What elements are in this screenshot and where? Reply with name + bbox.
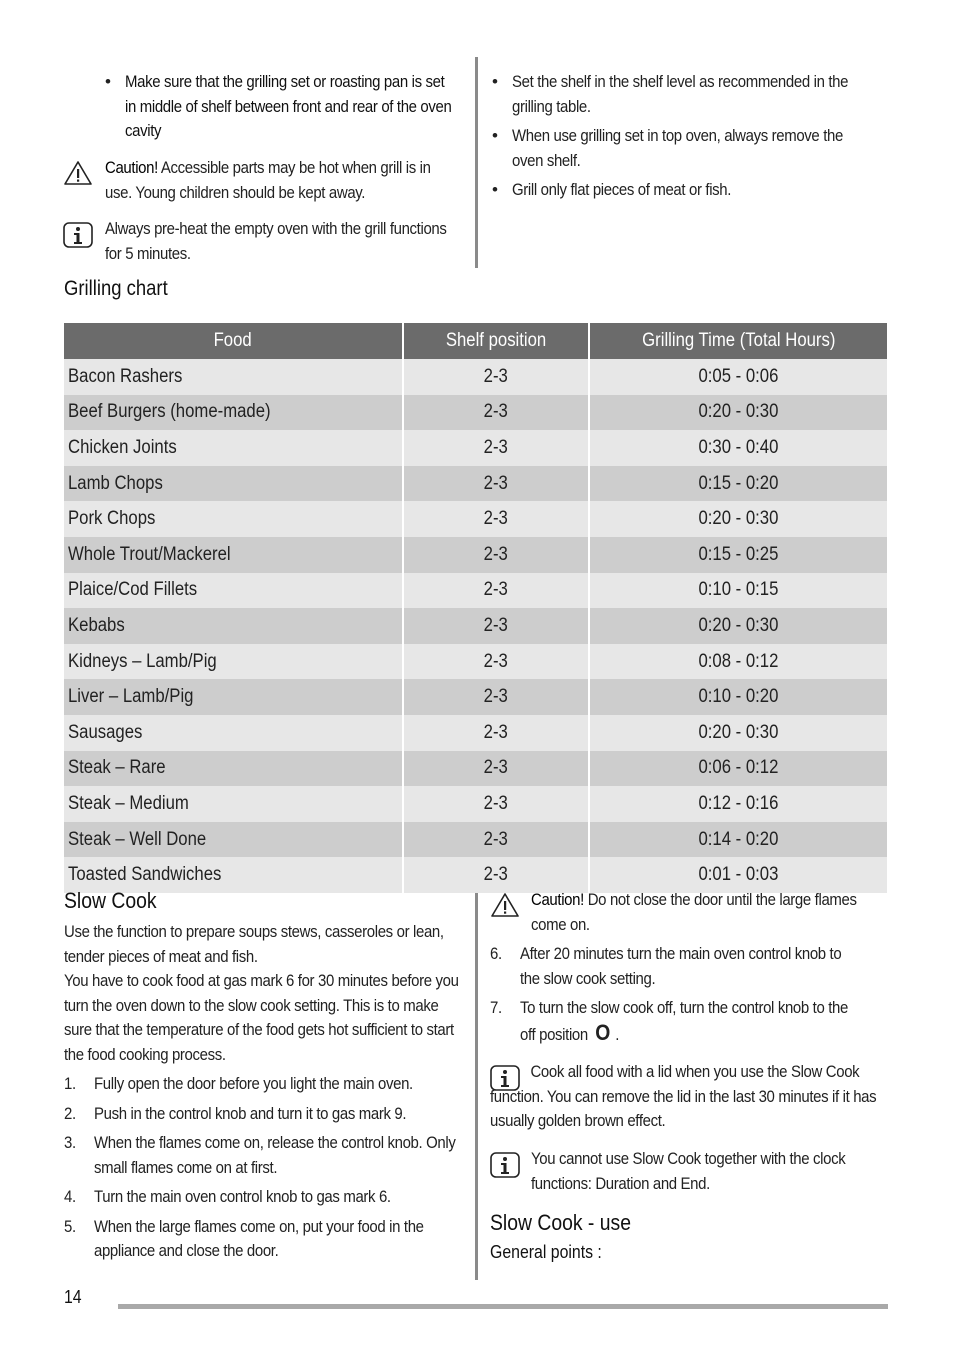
food-cell: Sausages bbox=[64, 715, 404, 751]
step-number: 5. bbox=[64, 1216, 76, 1236]
grilling-time-cell: 0:15 - 0:25 bbox=[590, 537, 887, 573]
shelf-position-cell: 2-3 bbox=[404, 573, 590, 609]
slow-cook-para1: Use the function to prepare soups stews, casseroles or lean, tender pieces of meat and fish. bbox=[64, 922, 444, 966]
shelf-position-cell: 2-3 bbox=[404, 430, 590, 466]
lid-note: Cook all food with a lid when you use the Slow Cook function. You can remove the lid in the last 30 minutes if it has usually golden brown effect. bbox=[490, 1062, 877, 1130]
table-row bbox=[64, 395, 887, 431]
grilling-table bbox=[64, 323, 887, 893]
top-left-bullet bbox=[105, 70, 500, 144]
header-food: Food bbox=[64, 323, 404, 359]
shelf-position-cell: 2-3 bbox=[404, 395, 590, 431]
shelf-position-cell: 2-3 bbox=[404, 715, 590, 751]
table-row bbox=[64, 679, 887, 715]
caution-text: Do not close the door until the large flames come on. bbox=[531, 890, 857, 934]
food-cell: Plaice/Cod Fillets bbox=[64, 573, 404, 609]
table-row bbox=[64, 501, 887, 537]
food-cell: Steak – Medium bbox=[64, 786, 404, 822]
table-header-row bbox=[64, 323, 887, 359]
list-item bbox=[64, 1215, 514, 1264]
shelf-position-cell: 2-3 bbox=[404, 501, 590, 537]
table-row bbox=[64, 466, 887, 502]
food-cell: Bacon Rashers bbox=[64, 359, 404, 395]
food-cell: Lamb Chops bbox=[64, 466, 404, 502]
grilling-time-cell: 0:06 - 0:12 bbox=[590, 751, 887, 787]
food-cell: Kebabs bbox=[64, 608, 404, 644]
table-row bbox=[64, 359, 887, 395]
table-row bbox=[64, 715, 887, 751]
caution-label: Caution! bbox=[105, 158, 158, 177]
slow-cook-title: Slow Cook bbox=[64, 888, 157, 913]
list-item bbox=[490, 942, 910, 991]
grilling-time-cell: 0:10 - 0:15 bbox=[590, 573, 887, 609]
grilling-time-cell: 0:20 - 0:30 bbox=[590, 608, 887, 644]
header-grilling-time: Grilling Time (Total Hours) bbox=[590, 323, 887, 359]
grilling-time-cell: 0:20 - 0:30 bbox=[590, 501, 887, 537]
bullet-dot: • bbox=[492, 72, 498, 91]
page-number: 14 bbox=[64, 1287, 82, 1307]
list-item bbox=[492, 124, 912, 173]
step-text: Fully open the door before you light the main oven. bbox=[94, 1074, 413, 1093]
table-row bbox=[64, 786, 887, 822]
bullet-text: Grill only flat pieces of meat or fish. bbox=[512, 180, 732, 199]
slow-cook-steps-cont bbox=[490, 942, 910, 1047]
slow-cook-use-title: Slow Cook - use bbox=[490, 1210, 631, 1235]
header-shelf-position: Shelf position bbox=[404, 323, 590, 359]
table-row bbox=[64, 573, 887, 609]
caution-label: Caution! bbox=[531, 890, 584, 909]
top-right-bullets bbox=[492, 70, 912, 203]
shelf-position-cell: 2-3 bbox=[404, 857, 590, 893]
grilling-chart-title: Grilling chart bbox=[64, 277, 168, 300]
table-row bbox=[64, 608, 887, 644]
shelf-position-cell: 2-3 bbox=[404, 466, 590, 502]
food-cell: Liver – Lamb/Pig bbox=[64, 679, 404, 715]
shelf-position-cell: 2-3 bbox=[404, 786, 590, 822]
table-row bbox=[64, 537, 887, 573]
list-item bbox=[492, 178, 912, 203]
shelf-position-cell: 2-3 bbox=[404, 822, 590, 858]
step-text: When the large flames come on, put your food in the appliance and close the door. bbox=[94, 1216, 424, 1260]
caution-note-top bbox=[105, 156, 453, 205]
slow-cook-para2: You have to cook food at gas mark 6 for 30 minutes before you turn the oven down to the slow cook setting. This is to make sure that the temperature of the food gets hot sufficient to start the food cooking process. bbox=[64, 971, 459, 1064]
list-item bbox=[64, 1102, 514, 1127]
bullet-text: Make sure that the grilling set or roasting pan is set in middle of shelf between front and rear of the oven cavity bbox=[125, 72, 452, 140]
shelf-position-cell: 2-3 bbox=[404, 359, 590, 395]
food-cell: Whole Trout/Mackerel bbox=[64, 537, 404, 573]
info-icon bbox=[63, 222, 93, 248]
list-item bbox=[64, 1185, 514, 1210]
footer-rule bbox=[118, 1304, 888, 1309]
caution-note-bottom bbox=[531, 888, 887, 937]
grilling-time-cell: 0:20 - 0:30 bbox=[590, 715, 887, 751]
grilling-time-cell: 0:14 - 0:20 bbox=[590, 822, 887, 858]
bullet-dot: • bbox=[492, 126, 498, 145]
food-cell: Steak – Rare bbox=[64, 751, 404, 787]
step-number: 3. bbox=[64, 1133, 76, 1152]
food-cell: Beef Burgers (home-made) bbox=[64, 395, 404, 431]
step-number: 6. bbox=[490, 944, 502, 963]
grilling-time-cell: 0:10 - 0:20 bbox=[590, 679, 887, 715]
food-cell: Pork Chops bbox=[64, 501, 404, 537]
step-text-main: To turn the slow cook off, turn the control knob to the off position bbox=[520, 998, 848, 1044]
grilling-time-cell: 0:20 - 0:30 bbox=[590, 395, 887, 431]
table-row bbox=[64, 822, 887, 858]
shelf-position-cell: 2-3 bbox=[404, 644, 590, 680]
step-number: 7. bbox=[490, 998, 502, 1017]
food-cell: Toasted Sandwiches bbox=[64, 857, 404, 893]
list-item bbox=[490, 996, 910, 1047]
step-number: 4. bbox=[64, 1187, 76, 1206]
step-number: 1. bbox=[64, 1074, 76, 1093]
preheat-note: Always pre-heat the empty oven with the grill functions for 5 minutes. bbox=[105, 219, 447, 263]
shelf-position-cell: 2-3 bbox=[404, 679, 590, 715]
bullet-dot: • bbox=[105, 72, 111, 91]
clock-note: You cannot use Slow Cook together with the clock functions: Duration and End. bbox=[531, 1149, 846, 1193]
step-text: When the flames come on, release the control knob. Only small flames come on at first. bbox=[94, 1133, 456, 1177]
caution-icon bbox=[490, 892, 520, 918]
general-points-label: General points : bbox=[490, 1242, 602, 1262]
food-cell: Kidneys – Lamb/Pig bbox=[64, 644, 404, 680]
table-row bbox=[64, 430, 887, 466]
grilling-time-cell: 0:12 - 0:16 bbox=[590, 786, 887, 822]
bullet-text: When use grilling set in top oven, always remove the oven shelf. bbox=[512, 126, 843, 170]
info-icon bbox=[490, 1152, 520, 1178]
off-position-icon: O bbox=[595, 1019, 610, 1045]
bullet-text: Set the shelf in the shelf level as recommended in the grilling table. bbox=[512, 72, 849, 116]
shelf-position-cell: 2-3 bbox=[404, 751, 590, 787]
list-item bbox=[64, 1131, 514, 1180]
slow-cook-steps bbox=[64, 1072, 514, 1264]
grilling-time-cell: 0:05 - 0:06 bbox=[590, 359, 887, 395]
table-row bbox=[64, 751, 887, 787]
step-number: 2. bbox=[64, 1103, 76, 1123]
grilling-time-cell: 0:08 - 0:12 bbox=[590, 644, 887, 680]
shelf-position-cell: 2-3 bbox=[404, 537, 590, 573]
caution-icon bbox=[63, 160, 93, 186]
grilling-time-cell: 0:01 - 0:03 bbox=[590, 857, 887, 893]
grilling-time-cell: 0:30 - 0:40 bbox=[590, 430, 887, 466]
step-end: . bbox=[615, 1024, 619, 1044]
food-cell: Steak – Well Done bbox=[64, 822, 404, 858]
table-row bbox=[64, 644, 887, 680]
list-item bbox=[64, 1072, 514, 1097]
food-cell: Chicken Joints bbox=[64, 430, 404, 466]
step-text: Turn the main oven control knob to gas mark 6. bbox=[94, 1187, 391, 1206]
caution-text: Accessible parts may be hot when grill is in use. Young children should be kept away. bbox=[105, 158, 431, 202]
step-text bbox=[520, 996, 863, 1047]
shelf-position-cell: 2-3 bbox=[404, 608, 590, 644]
grilling-time-cell: 0:15 - 0:20 bbox=[590, 466, 887, 502]
step-text: After 20 minutes turn the main oven control knob to the slow cook setting. bbox=[520, 944, 842, 988]
bullet-dot: • bbox=[492, 180, 498, 199]
list-item bbox=[492, 70, 912, 119]
step-text: Push in the control knob and turn it to gas mark 9. bbox=[94, 1103, 407, 1123]
